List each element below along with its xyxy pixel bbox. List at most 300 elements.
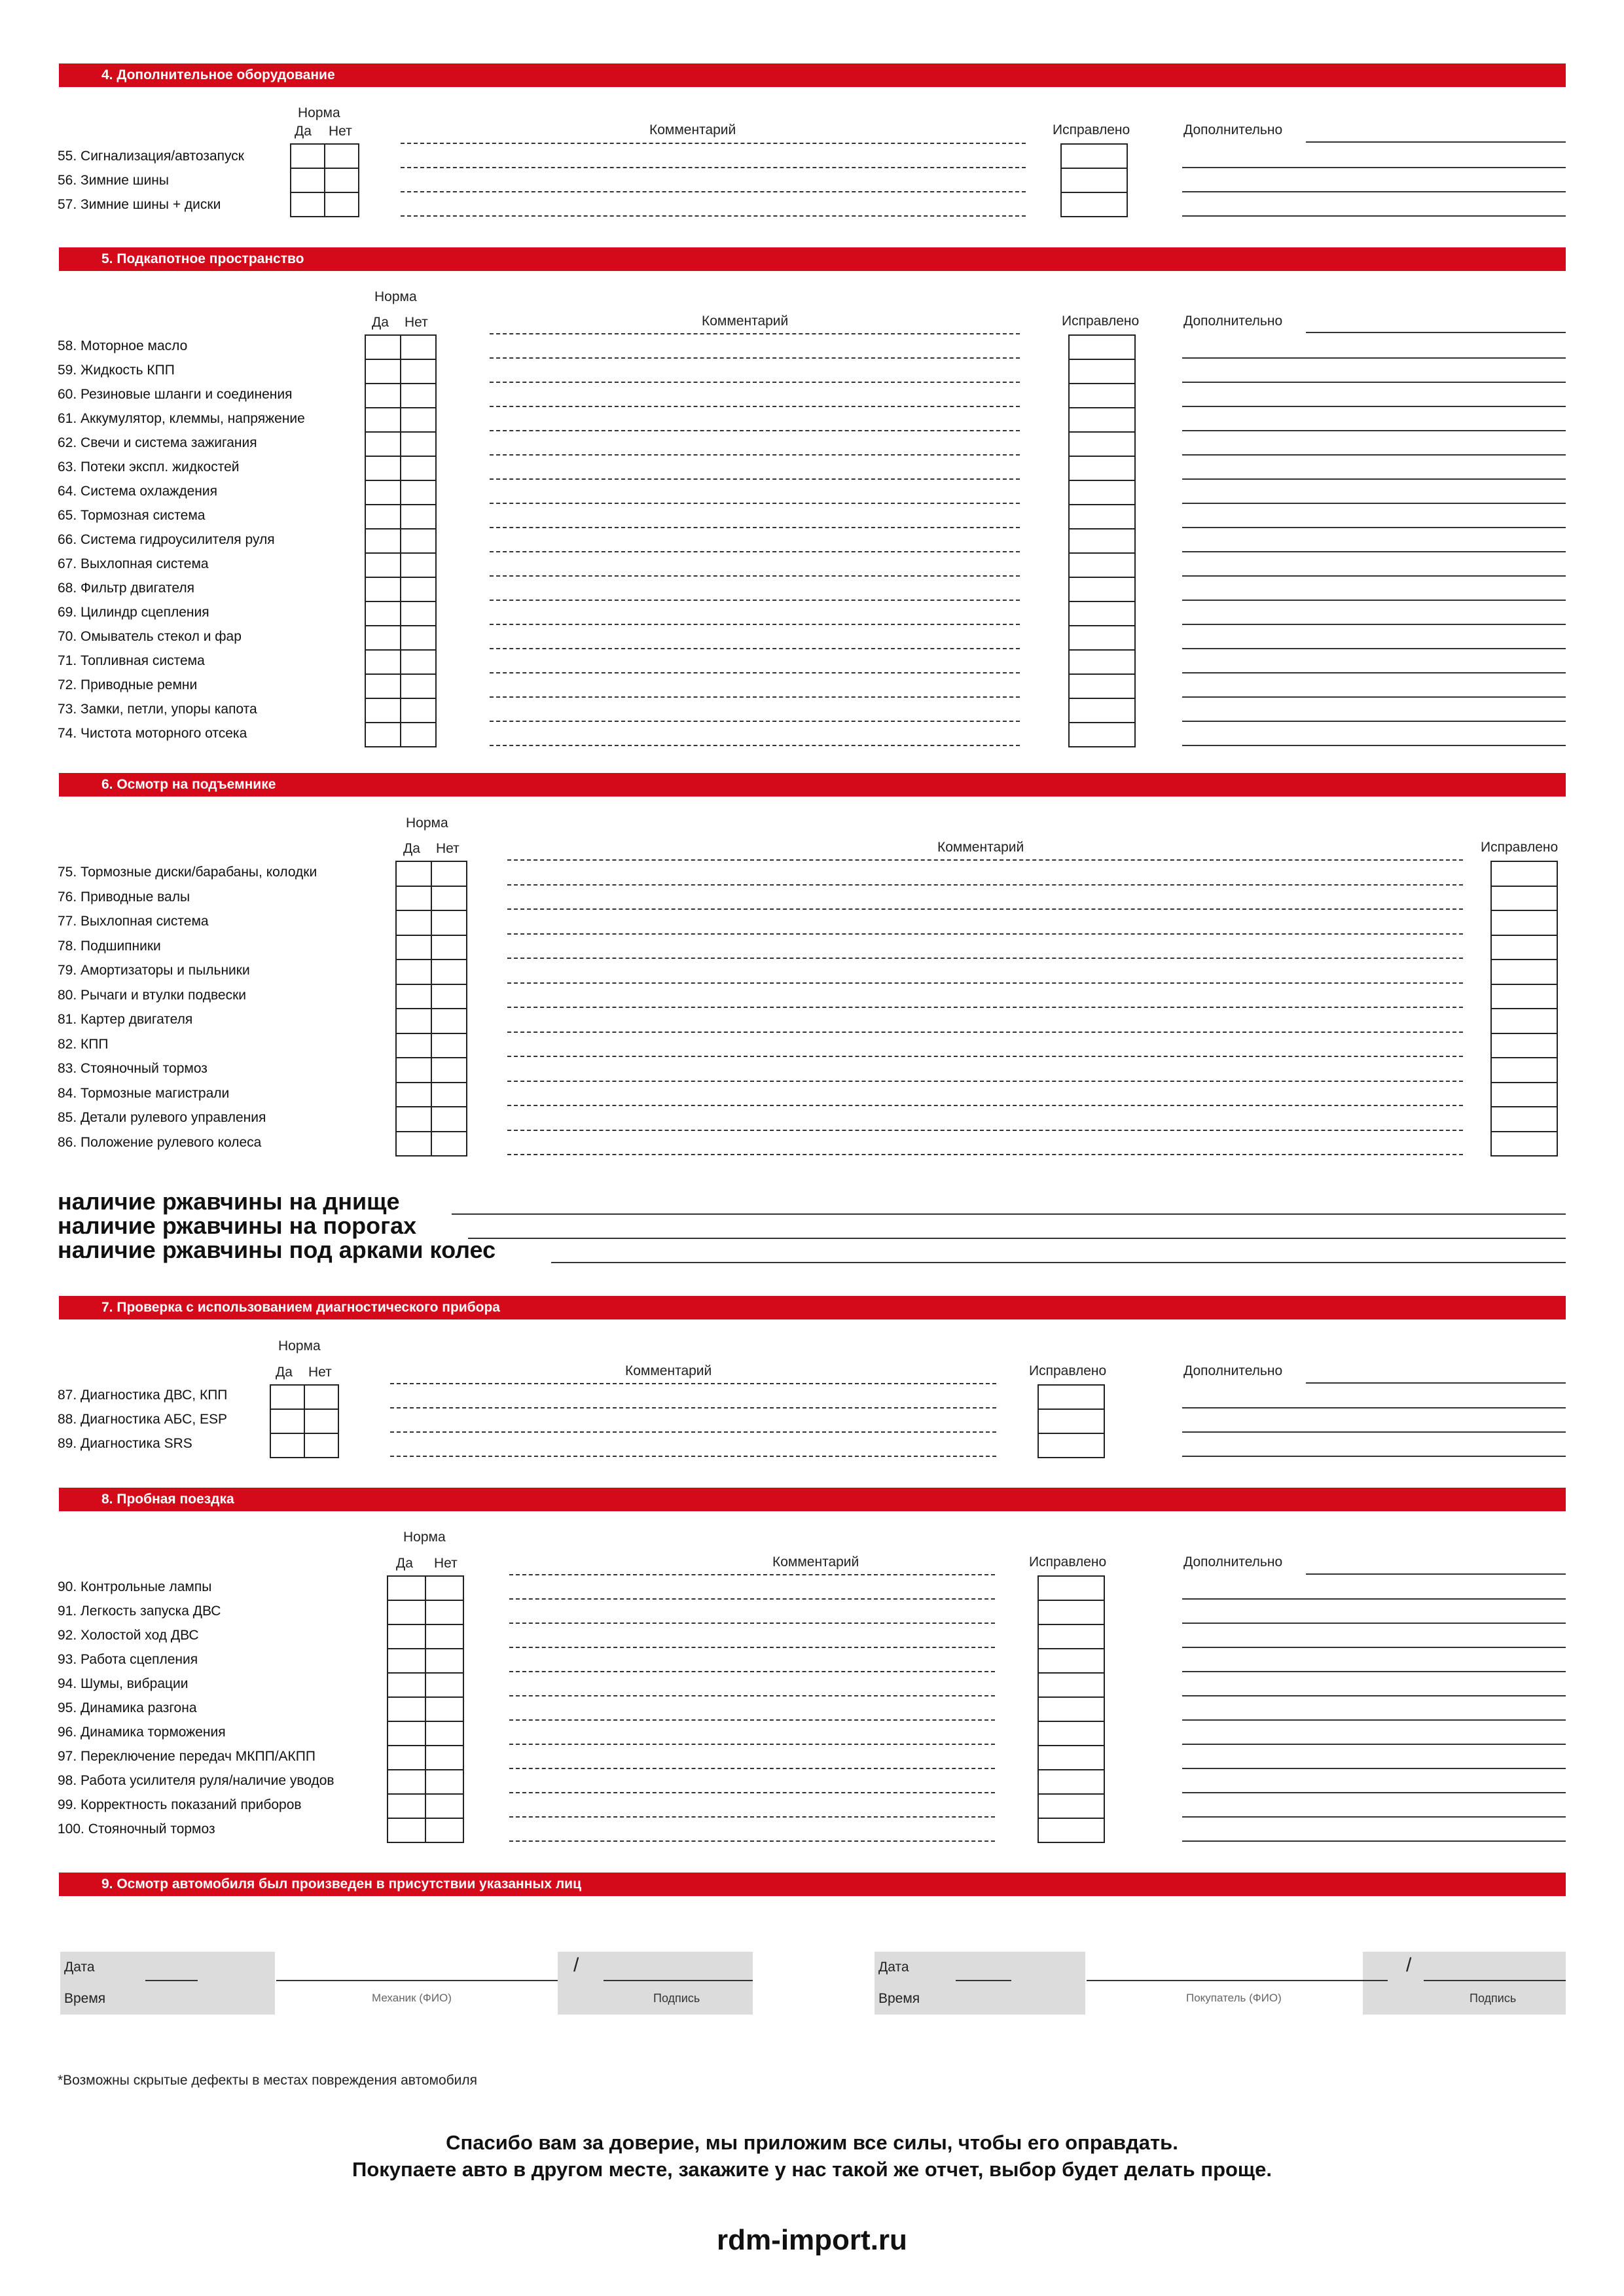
comment-line[interactable] bbox=[507, 982, 1463, 984]
checkbox-cell[interactable] bbox=[366, 699, 401, 723]
fixed-cell[interactable] bbox=[1039, 1601, 1105, 1625]
fixed-cell[interactable] bbox=[1492, 960, 1558, 985]
checkbox-cell[interactable] bbox=[432, 985, 467, 1010]
item-label: 91. Легкость запуска ДВС bbox=[58, 1604, 221, 1619]
checkbox-cell[interactable] bbox=[388, 1770, 426, 1795]
date-line[interactable] bbox=[956, 1980, 1011, 1981]
comment-line[interactable] bbox=[507, 884, 1463, 886]
comment-line[interactable] bbox=[490, 527, 1020, 528]
rust-sills-label: наличие ржавчины на порогах bbox=[58, 1212, 417, 1239]
norma-label: Норма bbox=[278, 1338, 321, 1354]
extra-line[interactable] bbox=[1182, 382, 1566, 383]
checkbox-cell[interactable] bbox=[401, 457, 437, 481]
checkbox-cell[interactable] bbox=[388, 1625, 426, 1649]
extra-line[interactable] bbox=[1182, 1431, 1566, 1433]
comment-line[interactable] bbox=[390, 1383, 996, 1384]
date-label: Дата bbox=[878, 1960, 909, 1975]
checkbox-cell[interactable] bbox=[401, 360, 437, 384]
norma-checkbox-grid[interactable] bbox=[270, 1384, 339, 1458]
item-label: 92. Холостой ход ДВС bbox=[58, 1628, 199, 1643]
fixed-cell[interactable] bbox=[1070, 505, 1136, 529]
comment-line[interactable] bbox=[401, 215, 1026, 217]
item-label: 63. Потеки экспл. жидкостей bbox=[58, 459, 240, 475]
comment-header: Комментарий bbox=[702, 314, 789, 329]
item-label: 84. Тормозные магистрали bbox=[58, 1085, 230, 1101]
fixed-cell[interactable] bbox=[1070, 360, 1136, 384]
fixed-checkbox-grid[interactable] bbox=[1060, 143, 1128, 217]
comment-line[interactable] bbox=[490, 503, 1020, 504]
extra-line[interactable] bbox=[1182, 478, 1566, 480]
item-label: 87. Диагностика ДВС, КПП bbox=[58, 1388, 228, 1403]
item-label: 80. Рычаги и втулки подвески bbox=[58, 987, 246, 1003]
extra-line[interactable] bbox=[1182, 1456, 1566, 1457]
extra-line[interactable] bbox=[1182, 624, 1566, 625]
norma-label: Норма bbox=[403, 1530, 446, 1545]
fixed-cell[interactable] bbox=[1070, 578, 1136, 602]
thanks-line-1: Спасибо вам за доверие, мы приложим все силы, чтобы его оправдать. bbox=[446, 2131, 1178, 2154]
checkbox-cell[interactable] bbox=[366, 408, 401, 433]
checkbox-cell[interactable] bbox=[426, 1795, 464, 1819]
extra-header: Дополнительно bbox=[1183, 1363, 1283, 1378]
mechanic-sign-line[interactable] bbox=[604, 1980, 753, 1981]
checkbox-cell[interactable] bbox=[366, 554, 401, 578]
fixed-cell[interactable] bbox=[1492, 1083, 1558, 1108]
extra-line[interactable] bbox=[1306, 1382, 1566, 1384]
comment-header: Комментарий bbox=[772, 1554, 859, 1570]
item-label: 89. Диагностика SRS bbox=[58, 1436, 192, 1451]
item-label: 100. Стояночный тормоз bbox=[58, 1821, 215, 1837]
checkbox-cell[interactable] bbox=[397, 1132, 432, 1157]
item-label: 93. Работа сцепления bbox=[58, 1652, 198, 1667]
comment-line[interactable] bbox=[507, 1031, 1463, 1033]
no-label: Нет bbox=[329, 124, 352, 139]
extra-line[interactable] bbox=[1182, 575, 1566, 577]
checkbox-cell[interactable] bbox=[366, 723, 401, 747]
checkbox-cell[interactable] bbox=[401, 481, 437, 505]
buyer-sign-line[interactable] bbox=[1424, 1980, 1566, 1981]
item-label: 57. Зимние шины + диски bbox=[58, 197, 221, 212]
extra-line[interactable] bbox=[1182, 1623, 1566, 1624]
fixed-cell[interactable] bbox=[1070, 408, 1136, 433]
checkbox-cell[interactable] bbox=[397, 1058, 432, 1083]
checkbox-cell[interactable] bbox=[432, 1058, 467, 1083]
norma-checkbox-grid[interactable] bbox=[290, 143, 359, 217]
checkbox-cell[interactable] bbox=[397, 862, 432, 887]
rust-bottom-label: наличие ржавчины на днище bbox=[58, 1188, 400, 1215]
checkbox-cell[interactable] bbox=[401, 384, 437, 408]
comment-line[interactable] bbox=[490, 333, 1020, 334]
checkbox-cell[interactable] bbox=[366, 529, 401, 554]
checkbox-cell[interactable] bbox=[366, 336, 401, 360]
yes-label: Да bbox=[295, 124, 312, 139]
comment-line[interactable] bbox=[490, 696, 1020, 698]
checkbox-cell[interactable] bbox=[397, 1083, 432, 1108]
checkbox-cell[interactable] bbox=[397, 960, 432, 985]
checkbox-cell[interactable] bbox=[388, 1649, 426, 1674]
extra-header: Дополнительно bbox=[1183, 1554, 1283, 1570]
extra-line[interactable] bbox=[1182, 1598, 1566, 1600]
item-label: 95. Динамика разгона bbox=[58, 1700, 197, 1715]
section-8-header: 8. Пробная поездка bbox=[59, 1488, 1566, 1511]
checkbox-cell[interactable] bbox=[432, 1083, 467, 1108]
extra-line[interactable] bbox=[1182, 1840, 1566, 1842]
fixed-cell[interactable] bbox=[1492, 1058, 1558, 1083]
comment-line[interactable] bbox=[507, 1081, 1463, 1082]
checkbox-cell[interactable] bbox=[432, 862, 467, 887]
checkbox-cell[interactable] bbox=[432, 1034, 467, 1059]
no-label: Нет bbox=[434, 1556, 458, 1571]
checkbox-cell[interactable] bbox=[397, 1009, 432, 1034]
comment-line[interactable] bbox=[507, 1007, 1463, 1008]
fixed-cell[interactable] bbox=[1070, 433, 1136, 457]
extra-header: Дополнительно bbox=[1183, 122, 1283, 137]
comment-line[interactable] bbox=[401, 191, 1026, 192]
comment-line[interactable] bbox=[509, 1816, 995, 1818]
fixed-cell[interactable] bbox=[1492, 862, 1558, 887]
extra-line[interactable] bbox=[1182, 167, 1566, 168]
checkbox-cell[interactable] bbox=[401, 336, 437, 360]
comment-line[interactable] bbox=[490, 382, 1020, 383]
time-label: Время bbox=[878, 1991, 920, 2006]
comment-line[interactable] bbox=[507, 933, 1463, 935]
comment-line[interactable] bbox=[490, 357, 1020, 359]
comment-line[interactable] bbox=[490, 478, 1020, 480]
item-label: 71. Топливная система bbox=[58, 653, 205, 668]
comment-line[interactable] bbox=[509, 1840, 995, 1842]
fixed-cell[interactable] bbox=[1492, 1107, 1558, 1132]
section-6-header: 6. Осмотр на подъемнике bbox=[59, 773, 1566, 797]
comment-line[interactable] bbox=[509, 1574, 995, 1575]
comment-line[interactable] bbox=[490, 600, 1020, 601]
checkbox-cell[interactable] bbox=[366, 433, 401, 457]
comment-line[interactable] bbox=[401, 143, 1026, 144]
checkbox-cell[interactable] bbox=[432, 1009, 467, 1034]
checkbox-cell[interactable] bbox=[401, 626, 437, 651]
checkbox-cell[interactable] bbox=[366, 651, 401, 675]
checkbox-cell[interactable] bbox=[388, 1698, 426, 1722]
time-label: Время bbox=[64, 1991, 106, 2006]
comment-line[interactable] bbox=[490, 406, 1020, 407]
checkbox-cell[interactable] bbox=[388, 1722, 426, 1746]
comment-line[interactable] bbox=[509, 1598, 995, 1600]
checkbox-cell[interactable] bbox=[388, 1674, 426, 1698]
item-label: 98. Работа усилителя руля/наличие уводов bbox=[58, 1773, 334, 1788]
checkbox-cell[interactable] bbox=[397, 985, 432, 1010]
fixed-header: Исправлено bbox=[1029, 1554, 1107, 1570]
comment-line[interactable] bbox=[507, 1130, 1463, 1131]
item-label: 69. Цилиндр сцепления bbox=[58, 605, 209, 620]
comment-line[interactable] bbox=[507, 859, 1463, 861]
item-label: 58. Моторное масло bbox=[58, 338, 188, 353]
fixed-header: Исправлено bbox=[1481, 840, 1559, 855]
footnote: *Возможны скрытые дефекты в местах повреждения автомобиля bbox=[58, 2073, 478, 2088]
extra-line[interactable] bbox=[1182, 1744, 1566, 1745]
item-label: 83. Стояночный тормоз bbox=[58, 1061, 208, 1076]
comment-line[interactable] bbox=[509, 1768, 995, 1769]
checkbox-cell[interactable] bbox=[426, 1577, 464, 1601]
fixed-checkbox-grid[interactable] bbox=[1038, 1575, 1105, 1843]
comment-line[interactable] bbox=[490, 454, 1020, 456]
comment-line[interactable] bbox=[490, 430, 1020, 431]
yes-label: Да bbox=[372, 315, 389, 330]
checkbox-cell[interactable] bbox=[388, 1601, 426, 1625]
date-line[interactable] bbox=[145, 1980, 198, 1981]
fixed-cell[interactable] bbox=[1070, 554, 1136, 578]
extra-line[interactable] bbox=[1182, 1816, 1566, 1818]
item-label: 94. Шумы, вибрации bbox=[58, 1676, 189, 1691]
extra-line[interactable] bbox=[1182, 430, 1566, 431]
comment-line[interactable] bbox=[490, 648, 1020, 649]
fixed-cell[interactable] bbox=[1492, 1009, 1558, 1034]
checkbox-cell[interactable] bbox=[426, 1674, 464, 1698]
comment-line[interactable] bbox=[490, 672, 1020, 673]
checkbox-cell[interactable] bbox=[366, 675, 401, 699]
section-5-header: 5. Подкапотное пространство bbox=[59, 247, 1566, 271]
item-label: 86. Положение рулевого колеса bbox=[58, 1134, 262, 1150]
checkbox-cell[interactable] bbox=[397, 1034, 432, 1059]
extra-line[interactable] bbox=[1306, 1573, 1566, 1575]
fixed-cell[interactable] bbox=[1492, 887, 1558, 912]
extra-line[interactable] bbox=[1182, 454, 1566, 456]
fixed-cell[interactable] bbox=[1070, 384, 1136, 408]
item-label: 74. Чистота моторного отсека bbox=[58, 726, 247, 741]
extra-line[interactable] bbox=[1182, 191, 1566, 192]
comment-line[interactable] bbox=[507, 1105, 1463, 1106]
checkbox-cell[interactable] bbox=[401, 433, 437, 457]
fixed-cell[interactable] bbox=[1492, 1034, 1558, 1059]
fixed-cell[interactable] bbox=[1070, 699, 1136, 723]
comment-header: Комментарий bbox=[937, 840, 1024, 855]
checkbox-cell[interactable] bbox=[426, 1770, 464, 1795]
extra-line[interactable] bbox=[1182, 600, 1566, 601]
comment-line[interactable] bbox=[507, 958, 1463, 959]
checkbox-cell[interactable] bbox=[401, 554, 437, 578]
extra-line[interactable] bbox=[1182, 357, 1566, 359]
fixed-cell[interactable] bbox=[1039, 1795, 1105, 1819]
comment-line[interactable] bbox=[490, 575, 1020, 577]
checkbox-cell[interactable] bbox=[366, 578, 401, 602]
rust-arches-line[interactable] bbox=[551, 1262, 1566, 1263]
date-label: Дата bbox=[64, 1960, 95, 1975]
checkbox-cell[interactable] bbox=[366, 457, 401, 481]
extra-line[interactable] bbox=[1182, 1695, 1566, 1696]
checkbox-cell[interactable] bbox=[426, 1601, 464, 1625]
norma-checkbox-grid[interactable] bbox=[365, 334, 437, 747]
fixed-cell[interactable] bbox=[1070, 336, 1136, 360]
norma-label: Норма bbox=[298, 105, 340, 120]
extra-line[interactable] bbox=[1182, 215, 1566, 217]
fixed-checkbox-grid[interactable] bbox=[1490, 861, 1558, 1157]
fixed-cell[interactable] bbox=[1070, 651, 1136, 675]
no-label: Нет bbox=[436, 841, 460, 856]
fixed-cell[interactable] bbox=[1070, 626, 1136, 651]
extra-line[interactable] bbox=[1182, 672, 1566, 673]
fixed-checkbox-grid[interactable] bbox=[1068, 334, 1136, 747]
fixed-cell[interactable] bbox=[1039, 1698, 1105, 1722]
checkbox-cell[interactable] bbox=[426, 1746, 464, 1770]
extra-line[interactable] bbox=[1182, 406, 1566, 407]
fixed-cell[interactable] bbox=[1039, 1625, 1105, 1649]
fixed-checkbox-grid[interactable] bbox=[1038, 1384, 1105, 1458]
extra-line[interactable] bbox=[1182, 1647, 1566, 1648]
slash: / bbox=[573, 1954, 579, 1976]
extra-line[interactable] bbox=[1182, 1792, 1566, 1793]
checkbox-cell[interactable] bbox=[401, 602, 437, 626]
comment-line[interactable] bbox=[401, 167, 1026, 168]
item-label: 85. Детали рулевого управления bbox=[58, 1110, 266, 1125]
checkbox-cell[interactable] bbox=[432, 936, 467, 961]
rust-sills-line[interactable] bbox=[468, 1238, 1566, 1239]
fixed-cell[interactable] bbox=[1070, 457, 1136, 481]
checkbox-cell[interactable] bbox=[388, 1795, 426, 1819]
extra-line[interactable] bbox=[1182, 648, 1566, 649]
checkbox-cell[interactable] bbox=[426, 1819, 464, 1843]
item-label: 78. Подшипники bbox=[58, 938, 161, 954]
rust-bottom-line[interactable] bbox=[452, 1213, 1566, 1215]
comment-line[interactable] bbox=[509, 1695, 995, 1696]
checkbox-cell[interactable] bbox=[401, 408, 437, 433]
fixed-cell[interactable] bbox=[1039, 1674, 1105, 1698]
extra-line[interactable] bbox=[1182, 527, 1566, 528]
extra-line[interactable] bbox=[1182, 1671, 1566, 1672]
fixed-cell[interactable] bbox=[1070, 675, 1136, 699]
fixed-cell[interactable] bbox=[1492, 985, 1558, 1010]
extra-line[interactable] bbox=[1182, 721, 1566, 722]
extra-line[interactable] bbox=[1182, 696, 1566, 698]
fixed-cell[interactable] bbox=[1070, 602, 1136, 626]
comment-line[interactable] bbox=[490, 551, 1020, 552]
fixed-cell[interactable] bbox=[1492, 1132, 1558, 1157]
checkbox-cell[interactable] bbox=[432, 1107, 467, 1132]
item-label: 66. Система гидроусилителя руля bbox=[58, 532, 275, 547]
site-url[interactable]: rdm-import.ru bbox=[717, 2224, 907, 2256]
item-label: 60. Резиновые шланги и соединения bbox=[58, 387, 293, 402]
checkbox-cell[interactable] bbox=[432, 960, 467, 985]
checkbox-cell[interactable] bbox=[432, 1132, 467, 1157]
section-9-header: 9. Осмотр автомобиля был произведен в присутствии указанных лиц bbox=[59, 1873, 1566, 1896]
comment-line[interactable] bbox=[390, 1407, 996, 1408]
checkbox-cell[interactable] bbox=[401, 651, 437, 675]
checkbox-cell[interactable] bbox=[366, 384, 401, 408]
item-label: 56. Зимние шины bbox=[58, 173, 169, 188]
checkbox-cell[interactable] bbox=[401, 675, 437, 699]
checkbox-cell[interactable] bbox=[388, 1746, 426, 1770]
checkbox-cell[interactable] bbox=[388, 1819, 426, 1843]
checkbox-cell[interactable] bbox=[401, 723, 437, 747]
thanks-line-2: Покупаете авто в другом месте, закажите у нас такой же отчет, выбор будет делать проще. bbox=[352, 2158, 1272, 2181]
checkbox-cell[interactable] bbox=[366, 481, 401, 505]
sign-label: Подпись bbox=[1470, 1992, 1517, 2005]
extra-line[interactable] bbox=[1306, 332, 1566, 333]
comment-line[interactable] bbox=[390, 1431, 996, 1433]
buyer-name-line[interactable] bbox=[1087, 1980, 1388, 1981]
fixed-cell[interactable] bbox=[1039, 1649, 1105, 1674]
checkbox-cell[interactable] bbox=[397, 936, 432, 961]
extra-line[interactable] bbox=[1182, 1768, 1566, 1769]
item-label: 67. Выхлопная система bbox=[58, 556, 209, 571]
comment-line[interactable] bbox=[490, 745, 1020, 746]
fixed-cell[interactable] bbox=[1039, 1819, 1105, 1843]
checkbox-cell[interactable] bbox=[426, 1722, 464, 1746]
checkbox-cell[interactable] bbox=[366, 505, 401, 529]
checkbox-cell[interactable] bbox=[401, 699, 437, 723]
norma-label: Норма bbox=[406, 816, 448, 831]
fixed-cell[interactable] bbox=[1039, 1746, 1105, 1770]
comment-line[interactable] bbox=[509, 1744, 995, 1745]
comment-line[interactable] bbox=[507, 1154, 1463, 1155]
checkbox-cell[interactable] bbox=[401, 505, 437, 529]
comment-line[interactable] bbox=[509, 1647, 995, 1648]
extra-line[interactable] bbox=[1182, 745, 1566, 746]
yes-label: Да bbox=[396, 1556, 413, 1571]
norma-checkbox-grid[interactable] bbox=[395, 861, 467, 1157]
checkbox-cell[interactable] bbox=[426, 1649, 464, 1674]
extra-line[interactable] bbox=[1182, 551, 1566, 552]
mechanic-label: Механик (ФИО) bbox=[372, 1992, 452, 2004]
checkbox-cell[interactable] bbox=[366, 602, 401, 626]
comment-line[interactable] bbox=[507, 908, 1463, 910]
checkbox-cell[interactable] bbox=[426, 1625, 464, 1649]
fixed-cell[interactable] bbox=[1039, 1770, 1105, 1795]
checkbox-cell[interactable] bbox=[388, 1577, 426, 1601]
mechanic-name-line[interactable] bbox=[276, 1980, 558, 1981]
checkbox-cell[interactable] bbox=[432, 911, 467, 936]
checkbox-cell[interactable] bbox=[401, 578, 437, 602]
slash: / bbox=[1406, 1954, 1412, 1976]
item-label: 62. Свечи и система зажигания bbox=[58, 435, 257, 450]
checkbox-cell[interactable] bbox=[397, 911, 432, 936]
extra-line[interactable] bbox=[1306, 141, 1566, 143]
comment-line[interactable] bbox=[509, 1792, 995, 1793]
fixed-cell[interactable] bbox=[1492, 936, 1558, 961]
yes-label: Да bbox=[403, 841, 420, 856]
checkbox-cell[interactable] bbox=[397, 887, 432, 912]
item-label: 65. Тормозная система bbox=[58, 508, 206, 523]
yes-label: Да bbox=[276, 1365, 293, 1380]
buyer-label: Покупатель (ФИО) bbox=[1186, 1992, 1282, 2004]
fixed-cell[interactable] bbox=[1039, 1577, 1105, 1601]
comment-line[interactable] bbox=[490, 721, 1020, 722]
sign-label: Подпись bbox=[653, 1992, 700, 2005]
fixed-cell[interactable] bbox=[1070, 529, 1136, 554]
norma-checkbox-grid[interactable] bbox=[387, 1575, 464, 1843]
fixed-cell[interactable] bbox=[1070, 481, 1136, 505]
fixed-cell[interactable] bbox=[1070, 723, 1136, 747]
item-label: 55. Сигнализация/автозапуск bbox=[58, 149, 244, 164]
comment-line[interactable] bbox=[509, 1719, 995, 1721]
extra-line[interactable] bbox=[1182, 1719, 1566, 1721]
checkbox-cell[interactable] bbox=[432, 887, 467, 912]
extra-line[interactable] bbox=[1182, 1407, 1566, 1408]
item-label: 81. Картер двигателя bbox=[58, 1012, 193, 1027]
comment-line[interactable] bbox=[390, 1456, 996, 1457]
checkbox-cell[interactable] bbox=[397, 1107, 432, 1132]
item-label: 99. Корректность показаний приборов bbox=[58, 1797, 302, 1812]
comment-line[interactable] bbox=[509, 1671, 995, 1672]
checkbox-cell[interactable] bbox=[366, 360, 401, 384]
checkbox-cell[interactable] bbox=[401, 529, 437, 554]
fixed-cell[interactable] bbox=[1039, 1722, 1105, 1746]
no-label: Нет bbox=[405, 315, 428, 330]
checkbox-cell[interactable] bbox=[426, 1698, 464, 1722]
checkbox-cell[interactable] bbox=[366, 626, 401, 651]
comment-line[interactable] bbox=[507, 1056, 1463, 1057]
extra-line[interactable] bbox=[1182, 503, 1566, 504]
item-label: 59. Жидкость КПП bbox=[58, 363, 175, 378]
comment-line[interactable] bbox=[490, 624, 1020, 625]
fixed-cell[interactable] bbox=[1492, 911, 1558, 936]
comment-line[interactable] bbox=[509, 1623, 995, 1624]
